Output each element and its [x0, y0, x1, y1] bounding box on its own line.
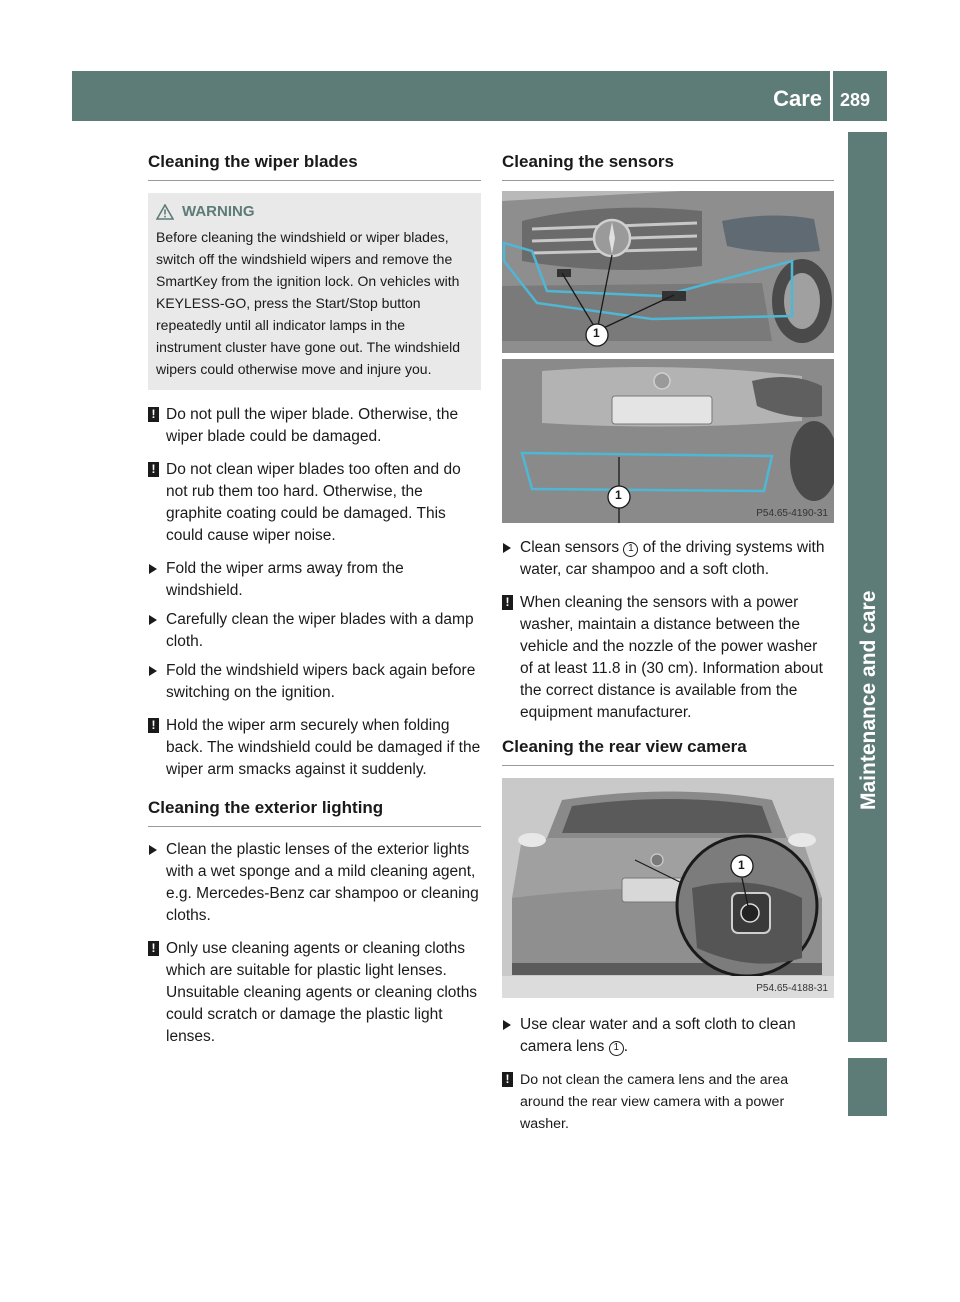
note-item — [148, 715, 481, 781]
section-heading-sensors: Cleaning the sensors — [502, 152, 834, 181]
note-item — [148, 404, 481, 448]
right-column — [502, 152, 834, 1146]
step-arrow-icon — [149, 615, 157, 625]
step-text-after: of the driving systems with water, car shampoo and a soft cloth. — [520, 539, 825, 578]
sensors-photo — [502, 191, 834, 523]
side-tab-label-wrap — [849, 590, 889, 850]
section-heading-wiper: Cleaning the wiper blades — [148, 152, 481, 181]
callout-1-icon: 1 — [609, 1041, 624, 1056]
left-column — [148, 152, 481, 1059]
step-text: Carefully clean the wiper blades with a damp cloth. — [166, 611, 474, 650]
step-text-before: Use clear water and a soft cloth to clean camera lens — [520, 1016, 796, 1055]
note-text: Do not clean wiper blades too often and do not rub them too hard. Otherwise, the graphite coating could be damaged. This could cause wiper noise. — [166, 461, 461, 544]
step-arrow-icon — [149, 845, 157, 855]
exclamation-icon: ! — [148, 718, 159, 733]
chapter-title: Care — [773, 86, 822, 111]
note-item — [502, 592, 834, 724]
note-item — [502, 1069, 834, 1135]
photo-code: P54.65-4190-31 — [756, 508, 828, 519]
note-text: Hold the wiper arm securely when folding back. The windshield could be damaged if the wiper arm smacks against it suddenly. — [166, 717, 481, 778]
warning-header — [156, 203, 473, 220]
step-text: Fold the wiper arms away from the windshield. — [166, 560, 404, 599]
step-item — [148, 839, 481, 927]
warning-label: WARNING — [182, 203, 255, 220]
photo-code: P54.65-4188-31 — [756, 983, 828, 994]
note-text: Do not pull the wiper blade. Otherwise, the wiper blade could be damaged. — [166, 406, 459, 445]
note-text: Only use cleaning agents or cleaning cloths which are suitable for plastic light lenses. Unsuitable cleaning agents or cleaning cloths could scratch or damage the plastic light lenses. — [166, 940, 478, 1045]
exclamation-icon: ! — [148, 407, 159, 422]
warning-triangle-icon — [156, 204, 174, 220]
step-item — [148, 609, 481, 653]
step-arrow-icon — [503, 543, 511, 553]
step-text: Fold the windshield wipers back again before switching on the ignition. — [166, 662, 476, 701]
sensors-illustration — [502, 191, 834, 523]
sensors-callout-top: 1 — [593, 326, 600, 340]
step-text-after: . — [623, 1038, 629, 1055]
exclamation-icon: ! — [148, 941, 159, 956]
section-heading-camera: Cleaning the rear view camera — [502, 737, 834, 766]
side-tab-marker — [848, 1058, 887, 1116]
step-text: Clean the plastic lenses of the exterior lights with a wet sponge and a mild cleaning agent, e.g. Mercedes-Benz car shampoo or cleaning cloths. — [166, 841, 479, 924]
note-item — [148, 459, 481, 547]
exclamation-icon: ! — [502, 1072, 513, 1087]
exclamation-icon: ! — [502, 595, 513, 610]
step-item — [148, 558, 481, 602]
step-item — [502, 537, 834, 581]
side-tab-label: Maintenance and care — [857, 590, 880, 810]
camera-callout: 1 — [738, 858, 745, 872]
warning-box — [148, 193, 481, 390]
step-arrow-icon — [149, 564, 157, 574]
step-item — [148, 660, 481, 704]
note-item — [148, 938, 481, 1048]
header-divider — [830, 71, 833, 121]
note-text: Do not clean the camera lens and the area around the rear view camera with a power washer. — [520, 1072, 789, 1132]
step-arrow-icon — [503, 1020, 511, 1030]
step-text-before: Clean sensors — [520, 539, 620, 556]
side-tab-band — [848, 132, 887, 1042]
camera-photo — [502, 778, 834, 998]
step-arrow-icon — [149, 666, 157, 676]
callout-1-icon: 1 — [623, 542, 638, 557]
exclamation-icon: ! — [148, 462, 159, 477]
warning-text: Before cleaning the windshield or wiper blades, switch off the windshield wipers and remove the SmartKey from the ignition lock. On vehicles with KEYLESS-GO, press the Start/Stop button repeatedly until all indicator lamps in the instrument cluster have gone out. The windshield wipers could otherwise move and injure you. — [156, 229, 461, 377]
step-item — [502, 1014, 834, 1058]
section-heading-lighting: Cleaning the exterior lighting — [148, 798, 481, 827]
page-number: 289 — [840, 90, 871, 110]
sensors-callout-bottom: 1 — [615, 488, 622, 502]
note-text: When cleaning the sensors with a power washer, maintain a distance between the vehicle and the nozzle of the power washer of at least 11.8 in (30 cm). Information about the correct distance is available from the equipment manufacturer. — [520, 594, 823, 721]
camera-illustration — [502, 778, 834, 998]
